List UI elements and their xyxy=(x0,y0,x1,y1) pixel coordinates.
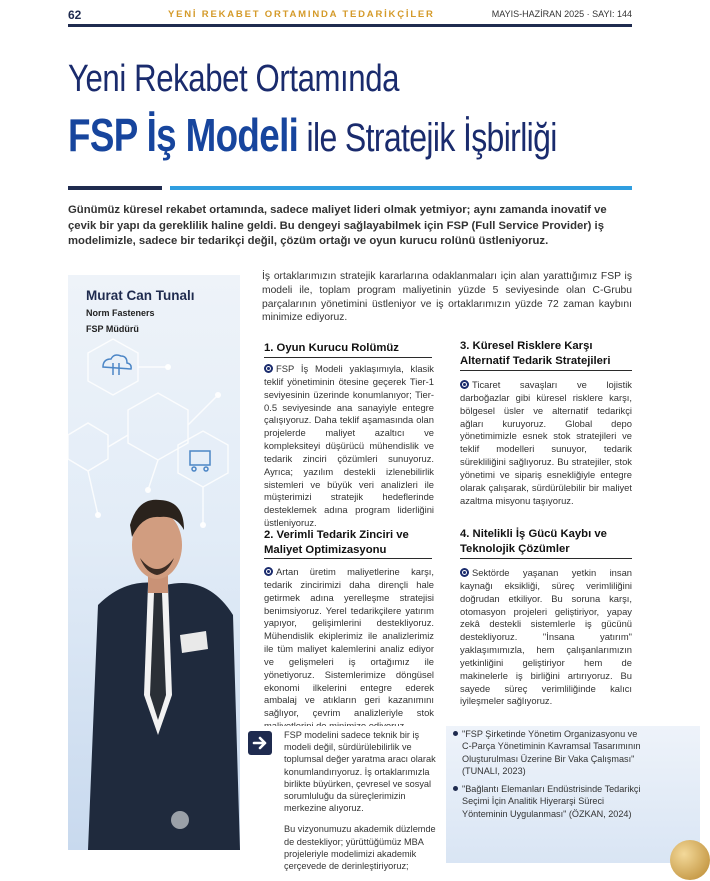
section-1-body xyxy=(264,363,434,530)
arrow-right-icon xyxy=(248,731,272,755)
title-rule-blue xyxy=(170,186,632,190)
bullet-dot-icon xyxy=(453,731,458,736)
section-4-rule xyxy=(460,558,632,559)
article-intro: İş ortaklarımızın stratejik kararlarına odaklanmaları için alan yarattığımız FSP iş modeli ile, toplam program maliyetinin yüzde 5 seviyesinde olan C-Grubu parçalarının yönetimini üstleniyor ve iş ortaklarımızın yüzde 72 zaman kaybını minimize ediyoruz. xyxy=(262,271,632,324)
reference-1-text: "FSP Şirketinde Yönetim Organizasyonu ve C-Parça Yönetiminin Kavramsal Tasarımının Oluşturulması Üzerine Bir Vaka Çalışması" (TUNALI, 2023) xyxy=(462,729,641,776)
section-3-text: Ticaret savaşları ve lojistik darboğazlar gibi küresel risklere karşı, bölgesel üsler ve alternatif tedarikçi ağları kuruyoruz. Global depo yönetimimizle esnek stok stratejileri ve teklif modelleri sunuyor, tedarik sürekliliğini sağlıyoruz. Bu stratejiler, stok yönetimi ve sipariş esnekliğiyle entegre olarak çalışarak, sürdürülebilir bir maliyet azaltma misyonu taşıyoruz. xyxy=(460,379,632,506)
bullet-icon xyxy=(460,380,469,389)
bullet-dot-icon xyxy=(453,786,458,791)
section-4-text: Sektörde yaşanan yetkin insan kaynağı eksikliği, süreç verimliliğini doğrudan etkiliyor. Bu soruna karşı, otomasyon projeleri geliştiriyor, yapay zekâ destekli sistemlerle iş gücünü destekliyoruz. "İnsana yatırım" yaklaşımımızla, hem çalışanlarımızın yetkinliğini geliştiriyor hem de makinelerle iş birliğini artırıyoruz. Bu sayede süreç verimliliğinde kalıcı iyileşmeler sağlıyoruz. xyxy=(460,567,632,707)
callout-paragraph-2: Bu vizyonumuzu akademik düzlemde de destekliyor; yürüttüğümüz MBA projeleriyle modelimizi akademik çerçevede de derinleştiriyoruz; xyxy=(284,824,436,872)
reference-2-text: "Bağlantı Elemanları Endüstrisinde Tedarikçi Seçimi İçin Analitik Hiyerarşi Süreci Yönteminin Uygulanması" (ÖZKAN, 2024) xyxy=(462,784,641,819)
article-title-line1: Yeni Rekabet Ortamında xyxy=(68,58,400,100)
section-2-body xyxy=(264,566,434,733)
page-number: 62 xyxy=(68,8,82,22)
author-panel xyxy=(68,275,240,850)
reference-item xyxy=(462,728,646,777)
article-lead: Günümüz küresel rekabet ortamında, sadece maliyet lideri olmak yetmiyor; aynı zamanda inovatif ve çevik bir yapı da gereklilik haline geldi. Bu dengeyi sağlayabilmek için FSP (Full Service Provider) iş modelimizle, sadece bir tedarikçi değil, çözüm ortağı ve oyun kurucu rolünü üstleniyoruz. xyxy=(68,204,607,247)
header-rule xyxy=(68,24,632,27)
reference-item xyxy=(462,783,646,820)
running-title: YENİ REKABET ORTAMINDA TEDARİKÇİLER xyxy=(168,9,435,20)
bullet-icon xyxy=(460,568,469,577)
callout-text xyxy=(284,729,440,881)
author-photo xyxy=(68,275,240,850)
section-3-rule xyxy=(460,370,632,371)
title-rest: ile Stratejik İşbirliği xyxy=(298,116,557,160)
author-company: Norm Fasteners xyxy=(86,308,155,318)
issue-info: MAYIS-HAZİRAN 2025 · SAYI: 144 xyxy=(491,9,632,19)
section-1-title: 1. Oyun Kurucu Rolümüz xyxy=(264,342,399,354)
bullet-icon xyxy=(264,364,273,373)
title-rule-dark xyxy=(68,186,162,190)
section-2-text: Artan üretim maliyetlerine karşı, tedarik zincirimizi daha dirençli hale getirmek adına yerelleşme stratejisi benimsiyoruz. Yerel tedarikçilere yatırım yapıyor, gelişimlerini destekliyoruz. Mühendislik ekiplerimiz ile analizlerimiz ile tüm maliyet kalemlerini analiz ediyor ve gelişmeleri iş ortağımız ile yönetiyoruz. Sistemlerimize döngüsel ekonomi ilkelerini entegre ederek ambalaj ve atıkların geri kazanımını sağlıyor, çevrim analizleriyle stok xyxy=(264,566,434,719)
section-4-title: 4. Nitelikli İş Gücü Kaybı ve Teknolojik Çözümler xyxy=(460,528,607,555)
section-2-rule xyxy=(264,558,432,559)
section-1-rule xyxy=(264,357,432,358)
author-name: Murat Can Tunalı xyxy=(86,288,195,303)
section-2-title: 2. Verimli Tedarik Zinciri ve Maliyet Optimizasyonu xyxy=(264,529,409,556)
article-title-line2 xyxy=(68,110,557,163)
callout-paragraph-1: FSP modelini sadece teknik bir iş modeli değil, sürdürülebilirlik ve toplumsal değer yaratma aracı olarak konumlandırıyoruz. İş ortaklarımızla birlikte büyürken, çevresel ve sosyal sorumluluğu da süreçlerimizin merkezine alıyoruz. xyxy=(284,730,436,814)
section-3-body xyxy=(460,379,632,507)
title-highlight: FSP İş Modeli xyxy=(68,109,299,161)
section-1-text: FSP İş Modeli yaklaşımıyla, klasik teklif yönetiminin ötesine geçerek Tier-1 seviyesinin üzerinde konumlanıyor; Tier-0.5 seviyesinde ana sanayiyle entegre çalışıyoruz. Daha teklif aşamasında olan projelerde maliyet azaltıcı ve kompleksiteyi düşürücü mühendislik ve tedarik zinciri çözümleri sunuyoruz. Ayrıca; yazılım destekli izlenebilirlik sistemleri ve büyük veri analizleri ile müşterimizi stratejik hedeflerinde desteklemek adına program liderliğini üstleniyoruz. xyxy=(264,363,434,529)
decorative-planet xyxy=(670,840,710,880)
section-4-body xyxy=(460,567,632,708)
bullet-icon xyxy=(264,567,273,576)
author-role: FSP Müdürü xyxy=(86,324,139,334)
section-3-title: 3. Küresel Risklere Karşı Alternatif Tedarik Stratejileri xyxy=(460,340,611,367)
